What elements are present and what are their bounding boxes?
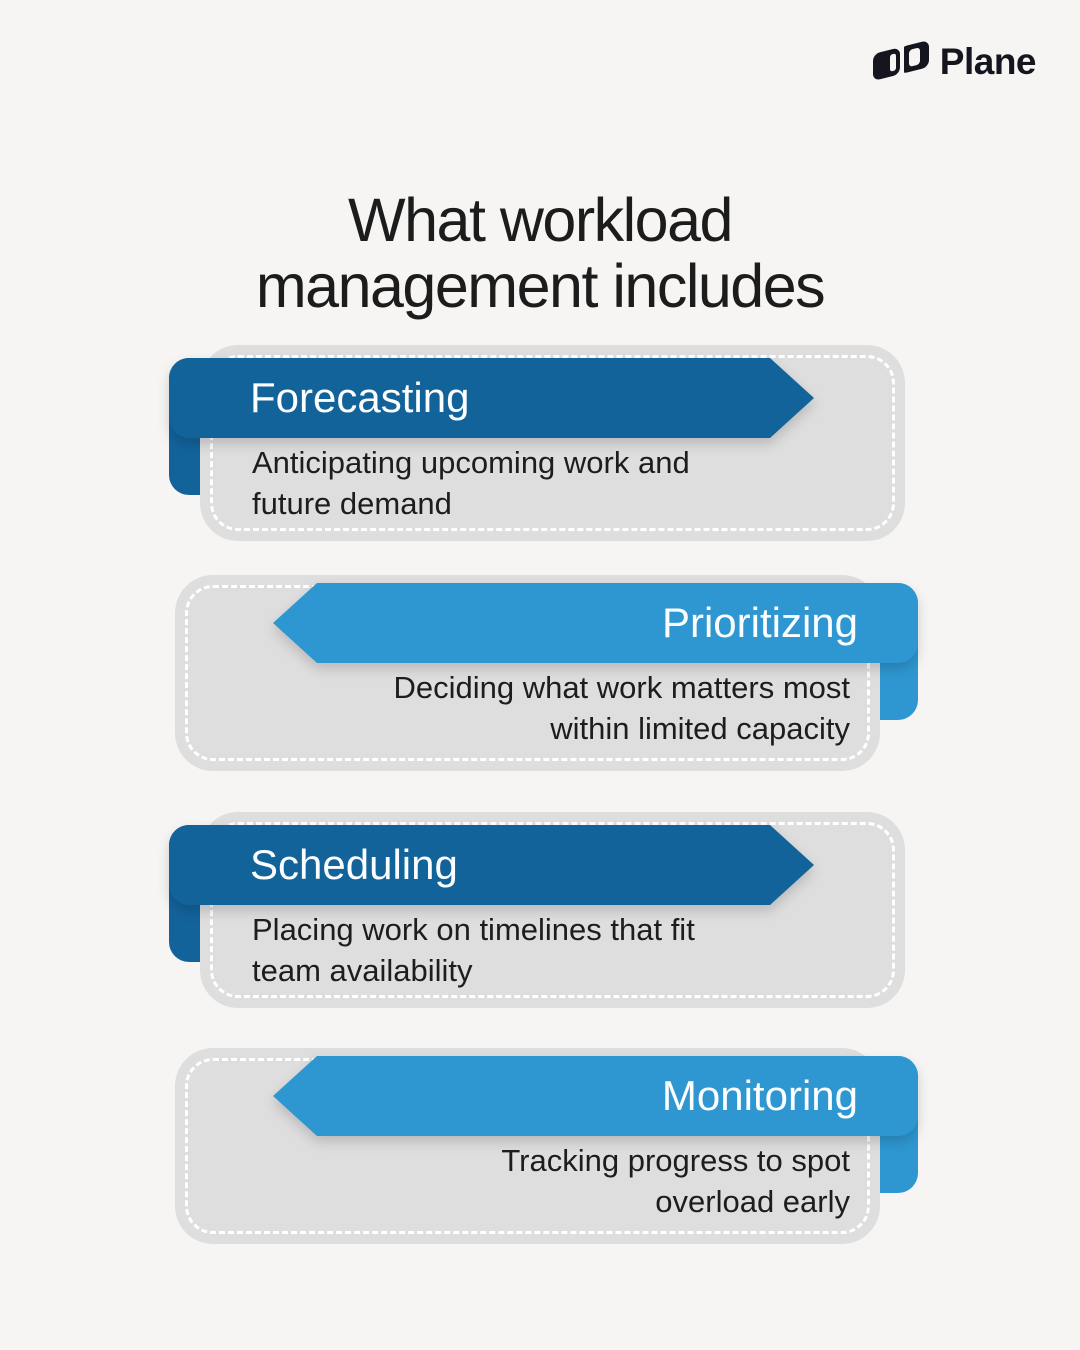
- card-monitoring: [175, 1048, 880, 1244]
- card-description: [501, 1140, 850, 1222]
- description-line1: Placing work on timelines that fit: [252, 912, 695, 947]
- card-description: [252, 442, 690, 524]
- ribbon-monitoring: [273, 1056, 918, 1136]
- ribbon-band: [317, 1056, 918, 1136]
- ribbon-arrow-left-icon: [273, 1056, 317, 1136]
- ribbon-band: [169, 825, 770, 905]
- page-title-line2: management includes: [255, 251, 825, 320]
- ribbon-band: [317, 583, 918, 663]
- description-line1: Anticipating upcoming work and: [252, 445, 690, 480]
- card-description: [252, 909, 695, 991]
- card-description: [393, 667, 850, 749]
- card-scheduling: [200, 812, 905, 1008]
- card-title: Scheduling: [250, 841, 458, 888]
- plane-logo-wordmark: Plane: [939, 41, 1036, 82]
- ribbon-arrow-right-icon: [770, 825, 814, 905]
- ribbon-band: [169, 358, 770, 438]
- ribbon-scheduling: [169, 825, 814, 905]
- description-line1: Tracking progress to spot: [501, 1143, 850, 1178]
- description-line2: future demand: [252, 486, 452, 521]
- description-line1: Deciding what work matters most: [393, 670, 850, 705]
- ribbon-prioritizing: [273, 583, 918, 663]
- description-line2: within limited capacity: [550, 711, 850, 746]
- card-title: Prioritizing: [661, 599, 858, 646]
- description-line2: team availability: [252, 953, 473, 988]
- card-prioritizing: [175, 575, 880, 771]
- page-title-line1: What workload: [348, 185, 732, 254]
- ribbon-arrow-right-icon: [770, 358, 814, 438]
- card-title: Monitoring: [661, 1072, 858, 1119]
- page-title: [0, 187, 1080, 319]
- description-line2: overload early: [655, 1184, 850, 1219]
- ribbon-arrow-left-icon: [273, 583, 317, 663]
- plane-logo: [868, 36, 1036, 88]
- ribbon-forecasting: [169, 358, 814, 438]
- card-forecasting: [200, 345, 905, 541]
- card-title: Forecasting: [250, 374, 470, 421]
- plane-logo-icon: [868, 36, 930, 88]
